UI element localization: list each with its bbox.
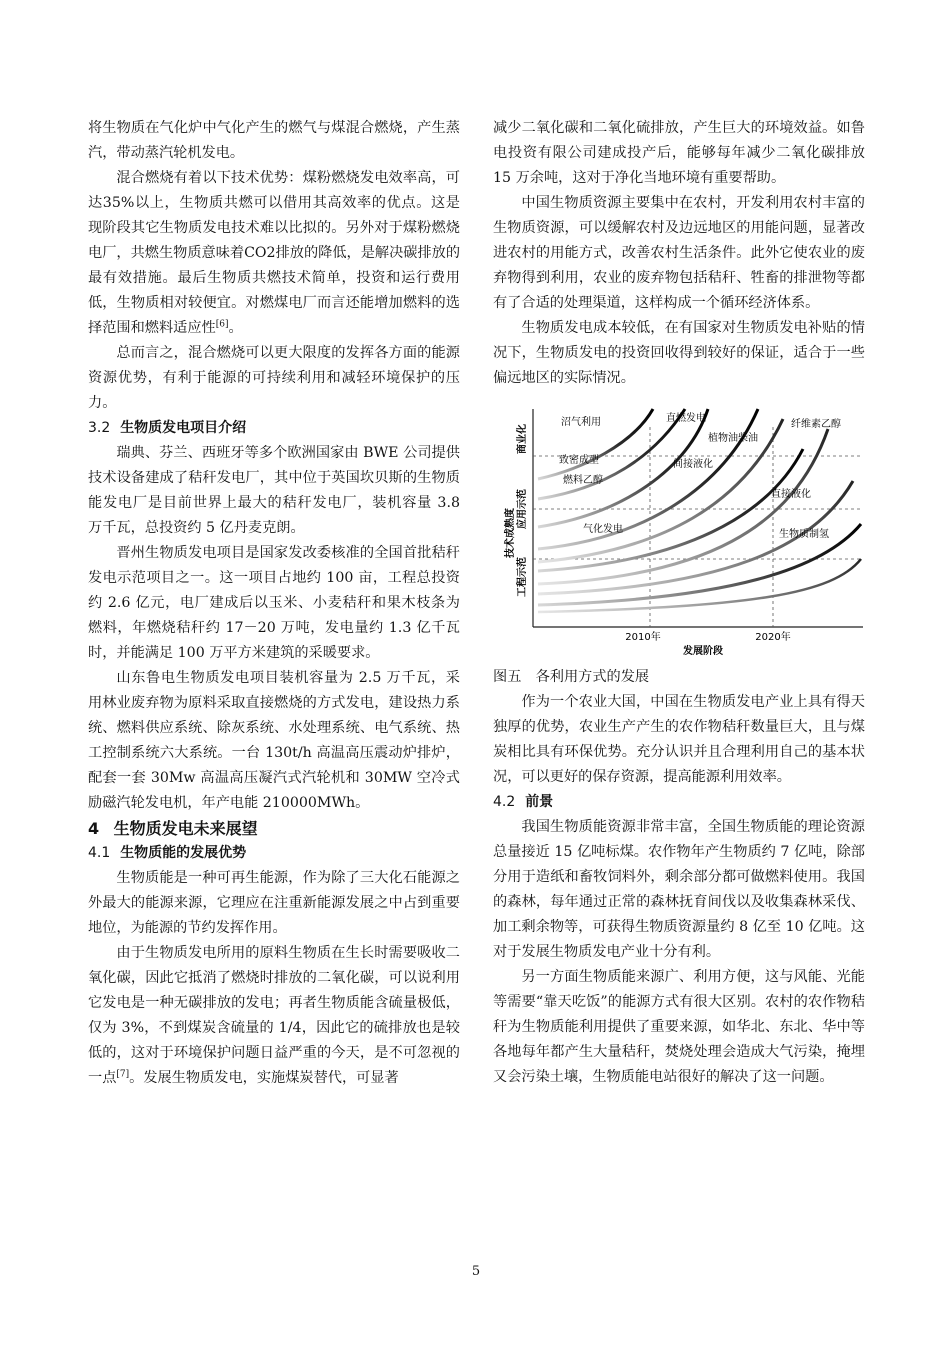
curve-label: 直燃发电 [666, 413, 706, 424]
paragraph: 晋州生物质发电项目是国家发改委核准的全国首批秸秆发电示范项目之一。这一项目占地约 100 亩，工程总投资约 2.6 亿元，电厂建成后以玉米、小麦秸秆和果木枝条为燃料，年燃烧秸秆约 17－20 万吨，发电量约 1.3 亿千瓦时，并能满足 100 万平方米建筑的采暖要求。 [88, 545, 460, 661]
page-number: 5 [471, 1264, 481, 1279]
x-axis-label: 发展阶段 [683, 646, 723, 657]
paragraph: 生物质发电成本较低，在有国家对生物质发电补贴的情况下，生物质发电的投资回收得到较好的保证，适合于一些偏远地区的实际情况。 [493, 320, 865, 386]
figure-development-diagram [493, 399, 865, 661]
paragraph: 将生物质在气化炉中气化产生的燃气与煤混合燃烧，产生蒸汽，带动蒸汽轮机发电。 [88, 120, 460, 161]
paragraph: 我国生物质能资源非常丰富，全国生物质能的理论资源总量接近 15 亿吨标煤。农作物年产生物质约 7 亿吨，除部分用于造纸和畜牧饲料外，剩余部分都可做燃料使用。我国的森林，每年通过正常的森林抚育间伐以及收集森林采伐、加工剩余物等，可获得生物质资源量约 8 亿至 10 亿吨。这对于发展生物质发电产业十分有利。 [493, 819, 865, 960]
y-level-label: 工程示范 [517, 557, 528, 597]
curve-label: 植物油柴油 [708, 433, 758, 444]
paragraph: 总而言之，混合燃烧可以更大限度的发挥各方面的能源资源优势，有利于能源的可持续利用和减轻环境保护的压力。 [88, 345, 460, 411]
figure-caption: 图五 各利用方式的发展 [493, 669, 650, 685]
curve-label: 沼气利用 [561, 417, 601, 428]
paragraph-text: 。发展生物质发电，实施煤炭替代，可显著 [129, 1070, 399, 1086]
curve-label: 纤维素乙醇 [791, 419, 841, 430]
x-tick-label: 2020年 [755, 632, 791, 643]
paragraph-text: 混合燃烧有着以下技术优势：煤粉燃烧发电效率高，可达35%以上，生物质共燃可以借用其高效率的优点。这是现阶段其它生物质发电技术难以比拟的。另外对于煤粉燃烧电厂，共燃生物质意味着CO2排放的降低，是解决碳排放的最有效措施。最后生物质共燃技术简单，投资和运行费用低，生物质相对较便宜。对燃煤电厂而言还能增加燃料的选择范围和燃料适应性 [88, 170, 461, 336]
y-axis-label: 技术成熟度 [505, 508, 516, 558]
section-heading-4-2 [493, 790, 865, 815]
section-heading-4 [88, 816, 460, 841]
section-number: 3.2 [88, 420, 111, 436]
paragraph [88, 166, 460, 341]
y-level-label: 商业化 [517, 424, 528, 454]
curve-label: 直接液化 [771, 489, 811, 500]
section-number: 4.2 [493, 794, 516, 810]
paragraph [88, 941, 460, 1091]
curve-label: 生物质制氢 [779, 529, 829, 540]
y-level-label: 应用示范 [517, 489, 528, 529]
section-number: 4 [88, 819, 100, 838]
section-title: 前景 [525, 794, 554, 810]
paragraph: 生物质能是一种可再生能源，作为除了三大化石能源之外最大的能源来源，它理应在注重新能源发展之中占到重要地位，为能源的节约发挥作用。 [88, 870, 460, 936]
left-column [88, 116, 460, 1091]
section-number: 4.1 [88, 845, 111, 861]
section-title: 生物质能的发展优势 [120, 845, 247, 861]
curve-label: 间接液化 [673, 459, 713, 470]
paragraph: 作为一个农业大国，中国在生物质发电产业上具有得天独厚的优势，农业生产产生的农作物秸秆数量巨大，且与煤炭相比具有环保优势。充分认识并且合理利用自己的基本状况，可以更好的保存资源，提高能源利用效率。 [493, 694, 865, 785]
right-column [493, 116, 865, 1090]
paragraph: 减少二氧化碳和二氧化硫排放，产生巨大的环境效益。如鲁电投资有限公司建成投产后，能够每年减少二氧化碳排放 15 万余吨，这对于净化当地环境有重要帮助。 [493, 120, 865, 186]
paragraph-text: 由于生物质发电所用的原料生物质在生长时需要吸收二氧化碳，因此它抵消了燃烧时排放的二氧化碳，可以说利用它发电是一种无碳排放的发电；再者生物质能含硫量极低，仅为 3%，不到煤炭含硫量的 1/4，因此它的硫排放也是较低的，这对于环境保护问题日益严重的今天，是不可忽视的一点 [88, 945, 460, 1086]
section-title: 生物质发电项目介绍 [120, 420, 247, 436]
section-heading-3-2 [88, 416, 460, 441]
x-tick-label: 2010年 [625, 632, 661, 643]
citation[interactable]: [7] [116, 1069, 130, 1080]
curve-label: 致密成型 [559, 455, 599, 466]
section-heading-4-1 [88, 841, 460, 866]
paragraph: 另一方面生物质能来源广、利用方便，这与风能、光能等需要“靠天吃饭”的能源方式有很大区别。农村的农作物秸秆为生物质能利用提供了重要来源，如华北、东北、华中等各地每年都产生大量秸秆，焚烧处理会造成大气污染，掩埋又会污染土壤，生物质能电站很好的解决了这一问题。 [493, 969, 865, 1085]
curve-label: 气化发电 [583, 524, 623, 535]
development-diagram [493, 399, 865, 661]
paragraph: 瑞典、芬兰、西班牙等多个欧洲国家由 BWE 公司提供技术设备建成了秸秆发电厂，其中位于英国坎贝斯的生物质能发电厂是目前世界上最大的秸秆发电厂，装机容量 3.8 万千瓦，总投资约 5 亿丹麦克朗。 [88, 445, 460, 536]
paragraph: 山东鲁电生物质发电项目装机容量为 2.5 万千瓦，采用林业废弃物为原料采取直接燃烧的方式发电，建设热力系统、燃料供应系统、除灰系统、水处理系统、电气系统、热工控制系统六大系统。一台 130t/h 高温高压震动炉排炉，配套一套 30Mw 高温高压凝汽式汽轮机和 30MW 空冷式励磁汽轮发电机，年产电能 210000MWh。 [88, 670, 460, 811]
paragraph-text: 。 [228, 320, 243, 336]
citation[interactable]: [6] [215, 319, 229, 330]
section-title: 生物质发电未来展望 [113, 819, 258, 838]
curve-label: 燃料乙醇 [563, 475, 603, 486]
paragraph: 中国生物质资源主要集中在农村，开发利用农村丰富的生物质资源，可以缓解农村及边远地区的用能问题，显著改进农村的用能方式，改善农村生活条件。此外它使农业的废弃物得到利用，农业的废弃物包括秸秆、牲畜的排泄物等都有了合适的处理渠道，这样构成一个循环经济体系。 [493, 195, 865, 311]
